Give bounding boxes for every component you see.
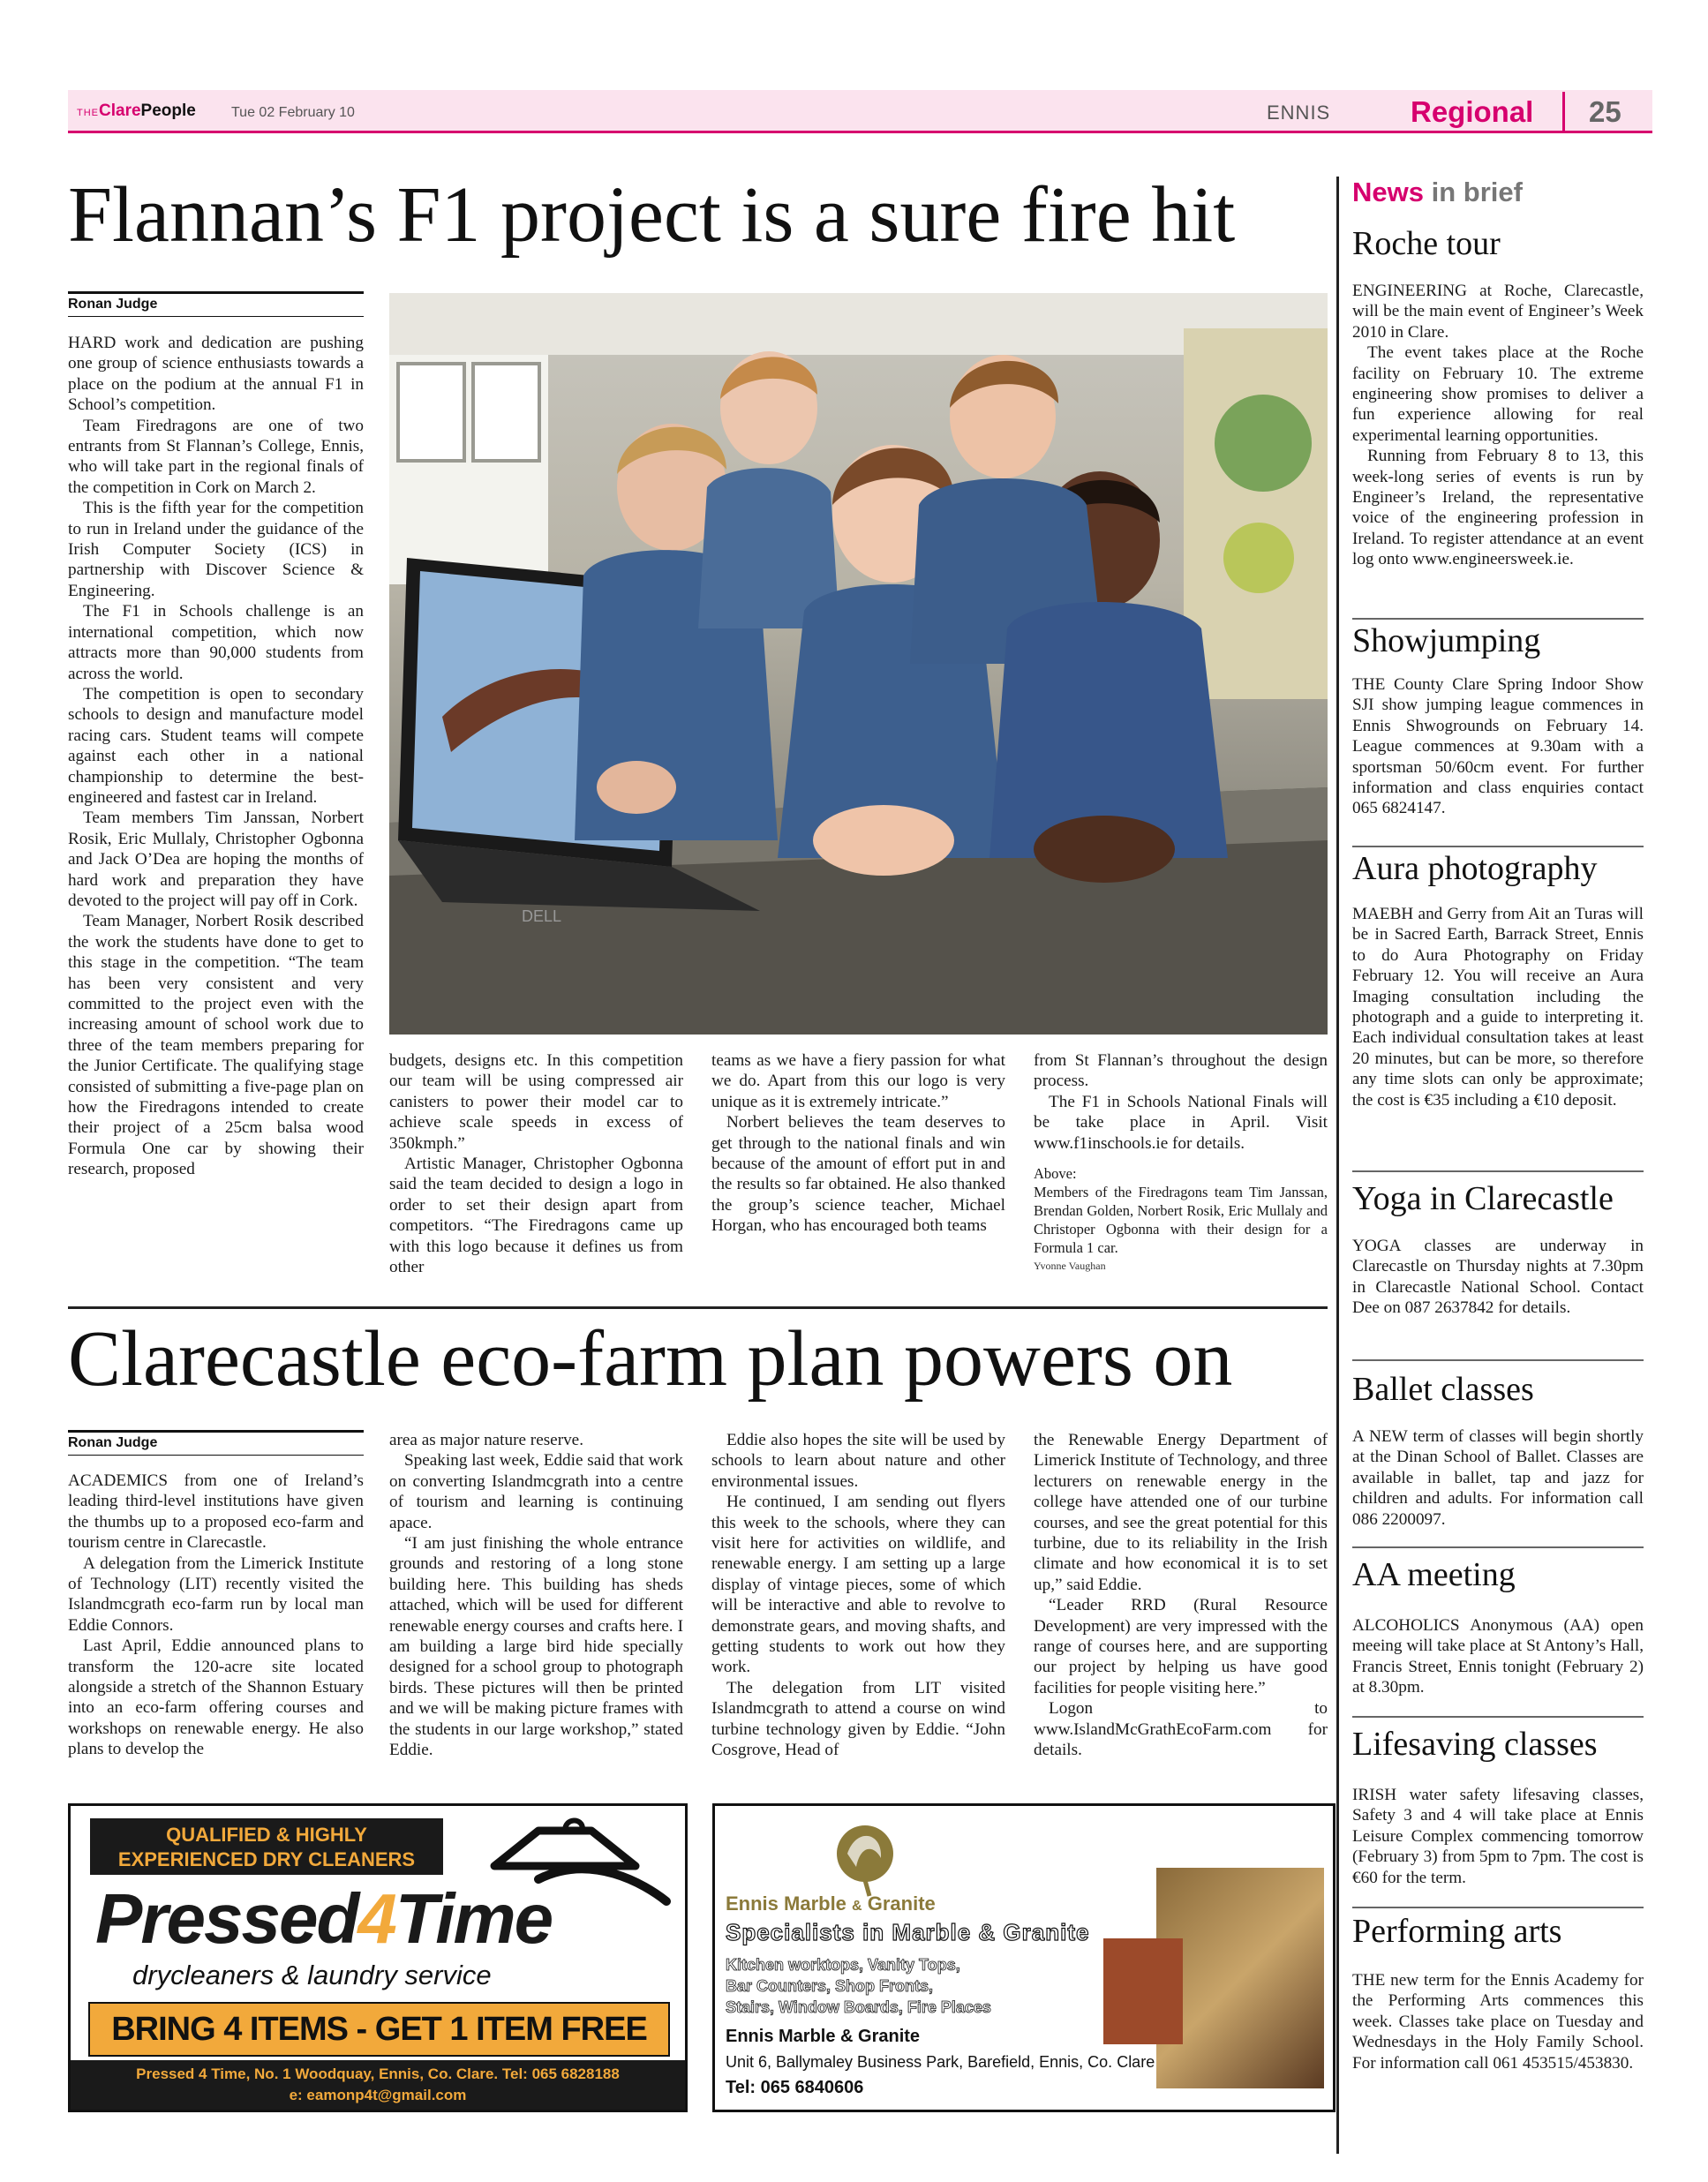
brief-body-yoga [1352, 1236, 1644, 1319]
masthead-logo: THEClarePeople [77, 102, 196, 120]
paragraph: Team members Tim Janssan, Norbert Rosik, Eric Mullaly, Christopher Ogbonna and Jack O’Dea are hoping the months of hard work and preparation they have devoted to the project will pay off in Cork. [68, 809, 364, 910]
marble-address: Unit 6, Ballymaley Business Park, Barefield, Ennis, Co. Clare [726, 2053, 1155, 2071]
paragraph: “Leader RRD (Rural Resource Development) are very impressed with the range of courses here, and are supporting our project by helping us have good facilities for people visiting here.” [1034, 1596, 1328, 1697]
brief-title-showjumping: Showjumping [1352, 622, 1541, 659]
paragraph: teams as we have a fiery passion for what we do. Apart from this our logo is very unique as it is extremely intricate.” [711, 1051, 1005, 1111]
brief-separator [1352, 846, 1644, 847]
brief-body-aa-meeting [1352, 1615, 1644, 1698]
news-in-brief-kicker: News in brief [1352, 177, 1523, 207]
publication-date: Tue 02 February 10 [231, 105, 355, 120]
paragraph: YOGA classes are underway in Clarecastle on Thursday nights at 7.30pm in Clarecastle National School. Contact Dee on 087 2637842 for details. [1352, 1237, 1644, 1318]
page-number: 25 [1589, 95, 1621, 128]
brief-separator [1352, 1170, 1644, 1172]
paragraph: MAEBH and Gerry from Ait an Turas will be in Sacred Earth, Barrack Street, Ennis to do Aura Photography on Friday February 12. You will receive an Aura Imaging consultation including the photograph and a guide to interpreting it. Each individual consultation takes at least 20 minutes, but can be more, so therefore any time slots can only be approximate; the cost is €35 including a €10 deposit. [1352, 905, 1644, 1110]
byline-rule [68, 291, 364, 294]
marble-brand: Ennis Marble & Granite [726, 1892, 936, 1915]
story2-column-1 [68, 1471, 364, 1760]
marble-headline: Specialists in Marble & Granite [726, 1919, 1090, 1945]
paragraph: The F1 in Schools challenge is an international competition, which now attracts more than 90,000 students from across the world. [68, 602, 364, 683]
ad-offer: BRING 4 ITEMS - GET 1 ITEM FREE [111, 2011, 647, 2048]
brief-body-aura-photography [1352, 904, 1644, 1110]
paragraph: The event takes place at the Roche facility on February 10. The extreme engineering show promises to deliver a fun experience allowing for real experimental learning opportunities. [1352, 343, 1644, 445]
paragraph: the Renewable Energy Department of Limerick Institute of Technology, and three lecturers on renewable energy in the college have attended one of our turbine courses, and see the great potential for this turbine, due to its reliability in the Irish climate and how economical it is to set up,” said Eddie. [1034, 1431, 1328, 1594]
paragraph: Eddie also hopes the site will be used by schools to learn about nature and other environmental issues. [711, 1431, 1005, 1491]
paragraph: He continued, I am sending out flyers this week to the schools, where they can visit here for activities on wildlife, and renewable energy. I am setting up a large display of vintage pieces, some of which will be interactive and able to revolve to demonstrate gears, and moving shafts, and getting students to work out how they work. [711, 1493, 1005, 1677]
paragraph: The delegation from LIT visited Islandmcgrath to attend a course on wind turbine technology given by Eddie. “John Cosgrove, Head of [711, 1678, 1005, 1760]
paragraph: from St Flannan’s throughout the design process. [1034, 1051, 1328, 1091]
paragraph: ALCOHOLICS Anonymous (AA) open meeing will take place at St Antony’s Hall, Francis Street, Ennis tonight (February 2) at 8.30pm. [1352, 1616, 1644, 1697]
story2-byline: Ronan Judge [68, 1435, 158, 1450]
ad-banner-line1: QUALIFIED & HIGHLY [166, 1824, 367, 1846]
laptop-brand-label: DELL [522, 907, 562, 925]
paragraph: budgets, designs etc. In this competition our team will be using compressed air canisters to power their model car to achieve scale speeds in excess of 350kmph.” [389, 1051, 683, 1153]
paragraph: Running from February 8 to 13, this week-long series of events is run by Engineer’s Ireland, the representative voice of the engineering profession in Ireland. To register attendance at an event log onto www.engineersweek.ie. [1352, 447, 1644, 569]
team-photo [389, 293, 1328, 1035]
marble-services [726, 1954, 991, 2018]
paragraph: The F1 in Schools National Finals will be take place in April. Visit www.f1inschools.ie for details. [1034, 1092, 1328, 1153]
ad-tagline: drycleaners & laundry service [132, 1960, 492, 1990]
paragraph: area as major nature reserve. [389, 1431, 583, 1449]
brief-body-ballet [1352, 1426, 1644, 1530]
pressed4time-advert[interactable] [68, 1803, 688, 2112]
photo-credit: Yvonne Vaughan [1034, 1260, 1106, 1273]
brief-body-showjumping [1352, 674, 1644, 819]
story1-column-3 [711, 1050, 1005, 1237]
byline-rule [68, 1430, 364, 1433]
ad-footer [71, 2060, 685, 2110]
paragraph: IRISH water safety lifesaving classes, Safety 3 and 4 will take place at Ennis Leisure Complex commencing tomorrow (February 3) from 5pm to 7pm. The cost is €60 for the term. [1352, 1786, 1644, 1887]
story1-column-4 [1034, 1050, 1328, 1275]
caption-label: Above: [1034, 1165, 1077, 1183]
paragraph: ACADEMICS from one of Ireland’s leading third-level institutions have given the thumbs up to a proposed eco-farm and tourism centre in Clarecastle. [68, 1471, 364, 1553]
story1-byline: Ronan Judge [68, 297, 158, 312]
paragraph: The competition is open to secondary schools to design and manufacture model racing cars. Student teams will compete against each other in a national championship to determine the best-engineered and fastest car in Ireland. [68, 684, 364, 807]
brief-separator [1352, 618, 1644, 620]
team-photo-illustration [389, 293, 1328, 1035]
brief-title-lifesaving: Lifesaving classes [1352, 1726, 1598, 1763]
marble-logo-icon [830, 1818, 900, 1898]
brief-body-roche-tour [1352, 281, 1644, 570]
paragraph: Last April, Eddie announced plans to transform the 120-acre site located alongside a stretch of the Shannon Estuary into an eco-farm offering courses and workshops on renewable energy. He also plans to develop the [68, 1636, 364, 1759]
ad-banner [90, 1818, 443, 1875]
paragraph: Artistic Manager, Christopher Ogbonna said the team decided to design a logo in order to set their design apart from competitors. “The Firedragons came up with this logo because it defines us from other [389, 1155, 683, 1277]
section-name: Regional [1411, 95, 1534, 128]
byline-rule [68, 1455, 364, 1456]
ennis-marble-advert[interactable] [712, 1803, 1336, 2112]
story1-column-2 [389, 1050, 683, 1277]
paragraph: Team Manager, Norbert Rosik described the work the students have done to get to this stage in the competition. “The team has been very consistent and very committed to the project even with the increasing amount of school work due to three of the team members preparing for the Junior Certificate. The qualifying stage consisted of submitting a five-page plan on how the Firedragons intended to create their project of a 25cm balsa wood Formula One car by showing their research, proposed [68, 912, 364, 1179]
brief-separator [1352, 1546, 1644, 1548]
paragraph: “I am just finishing the whole entrance grounds and restoring of a long stone building here. This building has sheds attached, which will be used for different renewable energy courses and crafts here. I am building a large bird hide specially designed for a school group to photograph birds. These pictures will then be printed and we will be making picture frames with the students in our large workshop,” stated Eddie. [389, 1534, 683, 1760]
marble-sample-swatch [1103, 1938, 1183, 2044]
brief-separator [1352, 1359, 1644, 1361]
paragraph: Norbert believes the team deserves to get through to the national finals and win because of the amount of effort put in and the results so far obtained. He also thanked the group’s science teacher, Michael Horgan, who has encouraged both teams [711, 1113, 1005, 1236]
brief-body-performing-arts [1352, 1970, 1644, 2073]
brief-title-yoga: Yoga in Clarecastle [1352, 1180, 1614, 1217]
brief-title-aa-meeting: AA meeting [1352, 1556, 1516, 1593]
story1-headline: Flannan’s F1 project is a sure fire hit [68, 171, 1236, 259]
paragraph: Logon to www.IslandMcGrathEcoFarm.com for details. [1034, 1699, 1328, 1760]
caption-text: Members of the Firedragons team Tim Janssan, Brendan Golden, Norbert Rosik, Eric Mullaly and Christoper Ogbonna with their design for a Formula 1 car. [1034, 1184, 1328, 1257]
paragraph: ENGINEERING at Roche, Clarecastle, will be the main event of Engineer’s Week 2010 in Clare. [1352, 282, 1644, 342]
paragraph: THE County Clare Spring Indoor Show SJI show jumping league commences in Ennis Shwogrounds on February 14. League commences at 9.30am with a sportsman 50/60cm event. For further information and class enquiries contact 065 6824147. [1352, 675, 1644, 818]
paragraph: THE new term for the Ennis Academy for the Performing Arts commences this week. Classes take place on Tuesday and Wednesdays in the Holy Family School. For information call 061 453515/453830. [1352, 1971, 1644, 2073]
brief-title-aura-photography: Aura photography [1352, 850, 1598, 887]
ad-email[interactable]: e: eamonp4t@gmail.com [289, 2087, 467, 2103]
byline-rule [68, 316, 364, 317]
marble-service-line: Stairs, Window Boards, Fire Places [726, 1998, 991, 2016]
story2-column-3 [711, 1430, 1005, 1761]
section-rule [68, 1306, 1328, 1309]
paragraph: A NEW term of classes will begin shortly at the Dinan School of Ballet. Classes are available in ballet, tap and jazz for children and adults. For information call 086 2200097. [1352, 1427, 1644, 1529]
story2-column-2 [389, 1430, 683, 1761]
paragraph: Team Firedragons are one of two entrants from St Flannan’s College, Ennis, who will take part in the regional finals of the competition in Cork on March 2. [68, 416, 364, 497]
marble-service-line: Kitchen worktops, Vanity Tops, [726, 1956, 960, 1974]
brief-separator [1352, 1716, 1644, 1718]
story2-column-4 [1034, 1430, 1328, 1761]
paragraph: Speaking last week, Eddie said that work on converting Islandmcgrath into a centre of tourism and learning is continuing apace. [389, 1451, 683, 1532]
ad-brand: Pressed4Time [95, 1879, 553, 1958]
photo-caption [1034, 1164, 1328, 1275]
ad-address: Pressed 4 Time, No. 1 Woodquay, Ennis, Co. Clare. Tel: 065 6828188 [136, 2065, 620, 2082]
story2-headline: Clarecastle eco-farm plan powers on [68, 1315, 1233, 1403]
brief-title-roche-tour: Roche tour [1352, 225, 1501, 262]
paragraph: HARD work and dedication are pushing one group of science enthusiasts towards a place on the podium at the annual F1 in School’s competition. [68, 334, 364, 415]
marble-tel: Tel: 065 6840606 [726, 2078, 864, 2097]
brief-body-lifesaving [1352, 1785, 1644, 1888]
paragraph: A delegation from the Limerick Institute of Technology (LIT) recently visited the Islandmcgrath eco-farm run by local man Eddie Connors. [68, 1554, 364, 1635]
brief-title-ballet: Ballet classes [1352, 1371, 1534, 1408]
section-place: ENNIS [1267, 102, 1331, 124]
header-divider [1562, 92, 1565, 131]
column-rule [1336, 177, 1339, 2154]
brief-separator [1352, 1907, 1644, 1908]
ad-offer-box [88, 2002, 670, 2057]
paragraph: This is the fifth year for the competition to run in Ireland under the guidance of the Irish Computer Society (ICS) in partnership with Discover Science & Engineering. [68, 499, 364, 600]
marble-service-line: Bar Counters, Shop Fronts, [726, 1977, 934, 1995]
marble-company: Ennis Marble & Granite [726, 2027, 921, 2046]
brief-title-performing-arts: Performing arts [1352, 1913, 1562, 1950]
ad-banner-line2: EXPERIENCED DRY CLEANERS [117, 1848, 416, 1870]
story1-column-1 [68, 333, 364, 1180]
